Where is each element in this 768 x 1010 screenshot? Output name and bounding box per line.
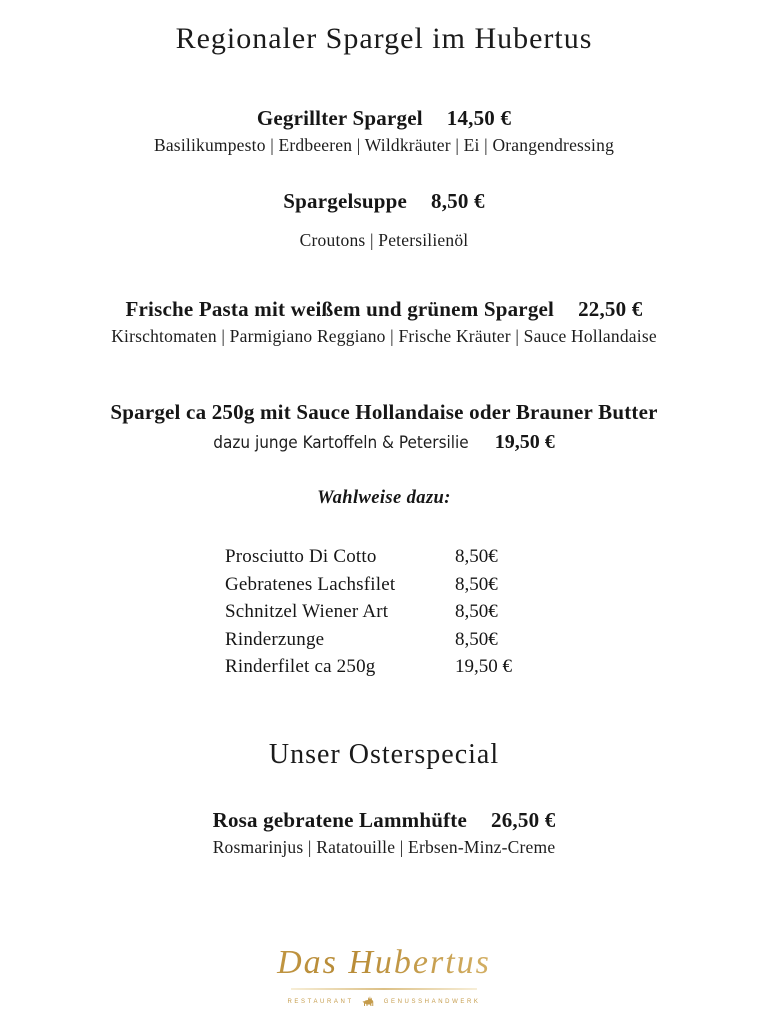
- option-row: [225, 598, 543, 626]
- logo-divider: [291, 988, 477, 990]
- deer-icon: [361, 995, 377, 1008]
- dish-name: Rosa gebratene Lammhüfte: [212, 807, 468, 832]
- dish-subline: [0, 430, 768, 455]
- logo-tagline: [0, 995, 768, 1009]
- option-price: 8,50€: [455, 546, 498, 567]
- dish-price: 14,50 €: [446, 106, 512, 130]
- special-heading: Unser Osterspecial: [268, 738, 500, 770]
- dish-name: Frische Pasta mit weißem und grünem Spargel: [125, 297, 555, 321]
- dish-heading: [0, 188, 768, 214]
- dish-name: Spargelsuppe: [283, 189, 408, 213]
- option-row: [225, 653, 543, 681]
- option-price: 8,50€: [455, 573, 498, 595]
- restaurant-logo: [0, 945, 768, 1009]
- option-row: [225, 626, 543, 654]
- dish-heading: [0, 296, 768, 322]
- subline-price: 19,50 €: [494, 431, 555, 453]
- option-price: 19,50 €: [455, 656, 512, 678]
- options-heading: Wahlweise dazu:: [317, 488, 451, 508]
- option-price: 8,50€: [455, 628, 498, 650]
- logo-script-text: Das Hubertus: [0, 945, 768, 981]
- menu-section-spargel-250g: [0, 399, 768, 455]
- dish-heading: [0, 105, 768, 131]
- subline-text: dazu junge Kartoffeln & Petersilie: [213, 433, 469, 453]
- dish-heading: Spargel ca 250g mit Sauce Hollandaise oder Brauner Butter: [110, 400, 658, 424]
- menu-section-spargelsuppe: [0, 188, 768, 252]
- dish-description: Kirschtomaten | Parmigiano Reggiano | Frische Kräuter | Sauce Hollandaise: [111, 326, 657, 346]
- dish-description: Rosmarinjus | Ratatouille | Erbsen-Minz-Creme: [212, 836, 556, 857]
- dish-name: Gegrillter Spargel: [256, 106, 423, 130]
- dish-description: Basilikumpesto | Erdbeeren | Wildkräuter | Ei | Orangendressing: [153, 135, 615, 155]
- dish-price: 22,50 €: [578, 297, 643, 321]
- page-title: Regionaler Spargel im Hubertus: [175, 22, 593, 55]
- dish-price: 8,50 €: [431, 189, 485, 213]
- option-name: Gebratenes Lachsfilet: [225, 573, 396, 595]
- option-price: 8,50€: [455, 601, 498, 623]
- dish-heading: [0, 807, 768, 833]
- option-name: Rinderzunge: [225, 628, 325, 650]
- menu-section-frische-pasta: [0, 296, 768, 348]
- dish-description: Croutons | Petersilienöl: [299, 230, 469, 250]
- menu-section-gegrillter-spargel: [0, 105, 768, 157]
- option-row: [225, 543, 543, 571]
- logo-tagline-left: RESTAURANT: [287, 998, 354, 1005]
- option-row: [225, 571, 543, 599]
- option-name: Rinderfilet ca 250g: [225, 656, 376, 678]
- option-name: Prosciutto Di Cotto: [225, 546, 377, 567]
- menu-section-lammhuefte: [0, 807, 768, 859]
- options-list: [225, 543, 543, 681]
- option-name: Schnitzel Wiener Art: [225, 601, 389, 623]
- logo-tagline-right: GENUSSHANDWERK: [383, 998, 481, 1005]
- dish-price: 26,50 €: [491, 807, 556, 832]
